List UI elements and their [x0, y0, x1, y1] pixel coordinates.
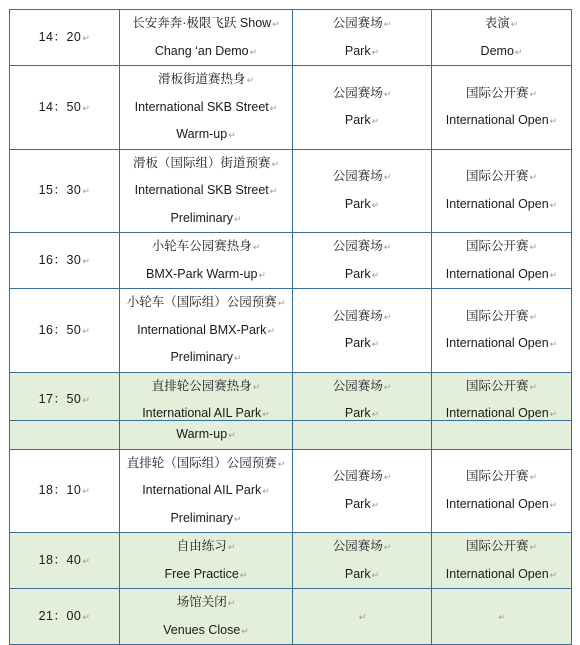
- time-text: 18：40: [38, 552, 82, 567]
- venue-cell-line: Park: [344, 266, 371, 281]
- return-mark-icon: ↵: [529, 172, 538, 183]
- event-cell: [120, 149, 293, 233]
- event-cell: [120, 289, 293, 373]
- return-mark-icon: ↵: [267, 325, 275, 336]
- time-text: 17：50: [38, 392, 82, 407]
- venue-cell: [293, 449, 432, 533]
- table-row: [10, 149, 572, 233]
- event-cell: [120, 66, 293, 150]
- return-mark-icon: ↵: [82, 555, 91, 566]
- return-mark-icon: ↵: [549, 339, 558, 350]
- time-cell: [10, 289, 120, 373]
- event-cell: [120, 10, 293, 66]
- type-cell: [432, 149, 572, 233]
- event-cell-line: International SKB Street: [134, 183, 269, 197]
- type-cell-line: International Open: [445, 566, 549, 581]
- return-mark-icon: ↵: [258, 269, 266, 280]
- return-mark-icon: ↵: [529, 242, 538, 252]
- table-row: [10, 421, 572, 450]
- return-mark-icon: ↵: [233, 213, 242, 224]
- event-cell-line: 小轮车公园赛热身: [151, 239, 252, 253]
- return-mark-icon: ↵: [246, 75, 255, 85]
- venue-cell-line: Park: [344, 336, 371, 351]
- venue-cell-line: 公园赛场: [332, 469, 383, 484]
- event-cell-line: 直排轮（国际组）公园预赛: [126, 455, 277, 470]
- venue-cell-line: 公园赛场: [332, 85, 383, 100]
- schedule-table-top: [9, 9, 572, 429]
- time-cell: [10, 10, 120, 66]
- event-cell-line: Warm-up: [176, 427, 228, 441]
- venue-cell-line: 公园赛场: [332, 308, 383, 323]
- event-cell-line: 长安奔奔·极限飞跃 Show: [132, 16, 272, 30]
- type-cell-line: 国际公开赛: [465, 308, 529, 323]
- return-mark-icon: ↵: [262, 409, 270, 419]
- time-cell: [10, 589, 120, 645]
- time-cell: [10, 449, 120, 533]
- time-cell: [10, 233, 120, 289]
- event-cell-line: Chang ‘an Demo: [154, 43, 249, 58]
- type-cell-line: International Open: [445, 406, 549, 420]
- time-cell: [10, 421, 120, 450]
- type-cell-line: 国际公开赛: [465, 239, 529, 253]
- type-cell-line: International Open: [445, 113, 549, 128]
- event-cell-line: 直排轮公园赛热身: [151, 378, 252, 393]
- venue-cell-line: 公园赛场: [332, 16, 383, 30]
- venue-cell-line: 公园赛场: [332, 169, 383, 184]
- return-mark-icon: ↵: [549, 116, 558, 127]
- type-cell-line: 国际公开赛: [465, 469, 529, 484]
- venue-cell-line: Park: [344, 406, 371, 420]
- time-text: 21：00: [38, 608, 82, 623]
- return-mark-icon: ↵: [371, 116, 380, 127]
- event-cell-line: Free Practice: [164, 566, 239, 581]
- return-mark-icon: ↵: [233, 513, 242, 524]
- return-mark-icon: ↵: [277, 458, 286, 469]
- return-mark-icon: ↵: [228, 130, 236, 140]
- venue-cell-line: 公园赛场: [332, 378, 383, 393]
- return-mark-icon: ↵: [227, 542, 236, 552]
- return-mark-icon: ↵: [241, 625, 249, 636]
- event-cell-line: BMX-Park Warm-up: [146, 266, 258, 281]
- event-cell-line: 滑板（国际组）街道预赛: [132, 155, 271, 170]
- return-mark-icon: ↵: [272, 19, 280, 29]
- return-mark-icon: ↵: [371, 339, 380, 350]
- return-mark-icon: ↵: [82, 325, 91, 336]
- return-mark-icon: ↵: [82, 486, 91, 496]
- return-mark-icon: ↵: [239, 569, 248, 580]
- table-row: [10, 289, 572, 373]
- return-mark-icon: ↵: [371, 409, 380, 419]
- time-text: 16：30: [38, 252, 82, 267]
- type-cell: [432, 289, 572, 373]
- return-mark-icon: ↵: [383, 381, 392, 392]
- return-mark-icon: ↵: [529, 381, 538, 392]
- venue-cell: [293, 10, 432, 66]
- table-row: [10, 589, 572, 645]
- return-mark-icon: ↵: [82, 102, 91, 113]
- type-cell: [432, 66, 572, 150]
- return-mark-icon: ↵: [510, 19, 519, 29]
- event-cell: [120, 449, 293, 533]
- type-cell-line: International Open: [445, 196, 549, 211]
- event-cell-line: Warm-up: [176, 127, 228, 141]
- return-mark-icon: ↵: [529, 542, 538, 552]
- venue-cell-line: Park: [344, 43, 371, 58]
- time-text: 16：50: [38, 322, 82, 337]
- type-cell-line: 国际公开赛: [465, 378, 529, 393]
- return-mark-icon: ↵: [549, 409, 558, 419]
- table-row: [10, 10, 572, 66]
- return-mark-icon: ↵: [271, 158, 280, 169]
- venue-cell-line: 公园赛场: [332, 239, 383, 253]
- type-cell-line: International Open: [445, 496, 549, 511]
- return-mark-icon: ↵: [383, 172, 392, 183]
- return-mark-icon: ↵: [252, 242, 261, 252]
- venue-cell-line: Park: [344, 496, 371, 511]
- venue-cell: [293, 233, 432, 289]
- table-row: [10, 66, 572, 150]
- venue-cell: [293, 589, 432, 645]
- event-cell-line: International AIL Park: [142, 483, 262, 497]
- return-mark-icon: ↵: [269, 186, 278, 196]
- return-mark-icon: ↵: [383, 88, 392, 99]
- time-text: 14：50: [38, 99, 82, 114]
- type-cell-line: 表演: [484, 16, 510, 30]
- time-cell: [10, 149, 120, 233]
- return-mark-icon: ↵: [227, 598, 236, 608]
- event-cell: [120, 533, 293, 589]
- event-cell-line: Preliminary: [170, 210, 233, 225]
- type-cell-line: 国际公开赛: [465, 169, 529, 184]
- return-mark-icon: ↵: [371, 499, 380, 510]
- return-mark-icon: ↵: [514, 46, 523, 57]
- return-mark-icon: ↵: [549, 569, 558, 580]
- event-cell: [120, 589, 293, 645]
- event-cell-line: Venues Close: [163, 622, 241, 637]
- table-row: [10, 233, 572, 289]
- return-mark-icon: ↵: [498, 611, 506, 622]
- return-mark-icon: ↵: [549, 499, 558, 510]
- return-mark-icon: ↵: [549, 269, 558, 280]
- return-mark-icon: ↵: [371, 569, 380, 580]
- venue-cell: [293, 149, 432, 233]
- return-mark-icon: ↵: [529, 311, 538, 322]
- return-mark-icon: ↵: [262, 486, 270, 496]
- return-mark-icon: ↵: [371, 269, 380, 280]
- event-cell-line: 场馆关闭: [176, 595, 227, 609]
- return-mark-icon: ↵: [82, 32, 91, 43]
- return-mark-icon: ↵: [82, 395, 91, 406]
- venue-cell-line: Park: [344, 196, 371, 211]
- return-mark-icon: ↵: [228, 430, 236, 440]
- return-mark-icon: ↵: [529, 88, 538, 99]
- event-cell-line: International SKB Street: [134, 99, 269, 114]
- return-mark-icon: ↵: [82, 186, 91, 196]
- event-cell-line: International BMX-Park: [137, 322, 267, 337]
- type-cell: [432, 421, 572, 450]
- venue-cell-line: Park: [344, 566, 371, 581]
- venue-cell-line: Park: [344, 113, 371, 128]
- event-cell-line: 自由练习: [176, 539, 227, 553]
- schedule-table-bottom: [9, 420, 572, 645]
- time-text: 18：10: [38, 483, 82, 497]
- return-mark-icon: ↵: [383, 242, 392, 252]
- venue-cell: [293, 66, 432, 150]
- time-cell: [10, 66, 120, 150]
- type-cell: [432, 589, 572, 645]
- return-mark-icon: ↵: [529, 472, 538, 483]
- return-mark-icon: ↵: [371, 199, 380, 210]
- time-cell: [10, 533, 120, 589]
- type-cell: [432, 10, 572, 66]
- table-row: [10, 449, 572, 533]
- return-mark-icon: ↵: [383, 542, 392, 552]
- venue-cell-line: 公园赛场: [332, 539, 383, 553]
- venue-cell: [293, 289, 432, 373]
- venue-cell: [293, 421, 432, 450]
- table-row: [10, 533, 572, 589]
- event-cell: [120, 233, 293, 289]
- return-mark-icon: ↵: [269, 102, 278, 113]
- event-cell: [120, 421, 293, 450]
- return-mark-icon: ↵: [383, 472, 392, 483]
- type-cell: [432, 533, 572, 589]
- type-cell-line: International Open: [445, 336, 549, 351]
- event-cell-line: International AIL Park: [142, 406, 262, 420]
- type-cell-line: Demo: [480, 43, 514, 58]
- return-mark-icon: ↵: [233, 353, 242, 363]
- return-mark-icon: ↵: [358, 611, 367, 622]
- event-cell-line: 小轮车（国际组）公园预赛: [126, 295, 277, 309]
- type-cell: [432, 449, 572, 533]
- event-cell-line: 滑板街道赛热身: [157, 72, 246, 86]
- return-mark-icon: ↵: [252, 381, 261, 392]
- time-text: 14：20: [38, 29, 82, 44]
- venue-cell: [293, 533, 432, 589]
- return-mark-icon: ↵: [82, 255, 91, 266]
- type-cell-line: 国际公开赛: [465, 85, 529, 100]
- event-cell-line: Preliminary: [170, 510, 233, 525]
- return-mark-icon: ↵: [383, 311, 392, 322]
- event-cell-line: Preliminary: [170, 350, 233, 364]
- return-mark-icon: ↵: [277, 298, 286, 308]
- return-mark-icon: ↵: [249, 46, 258, 57]
- time-text: 15：30: [38, 183, 82, 197]
- type-cell-line: 国际公开赛: [465, 539, 529, 553]
- type-cell: [432, 233, 572, 289]
- return-mark-icon: ↵: [383, 19, 392, 29]
- return-mark-icon: ↵: [549, 199, 558, 210]
- return-mark-icon: ↵: [82, 611, 91, 622]
- return-mark-icon: ↵: [371, 46, 380, 57]
- type-cell-line: International Open: [445, 266, 549, 281]
